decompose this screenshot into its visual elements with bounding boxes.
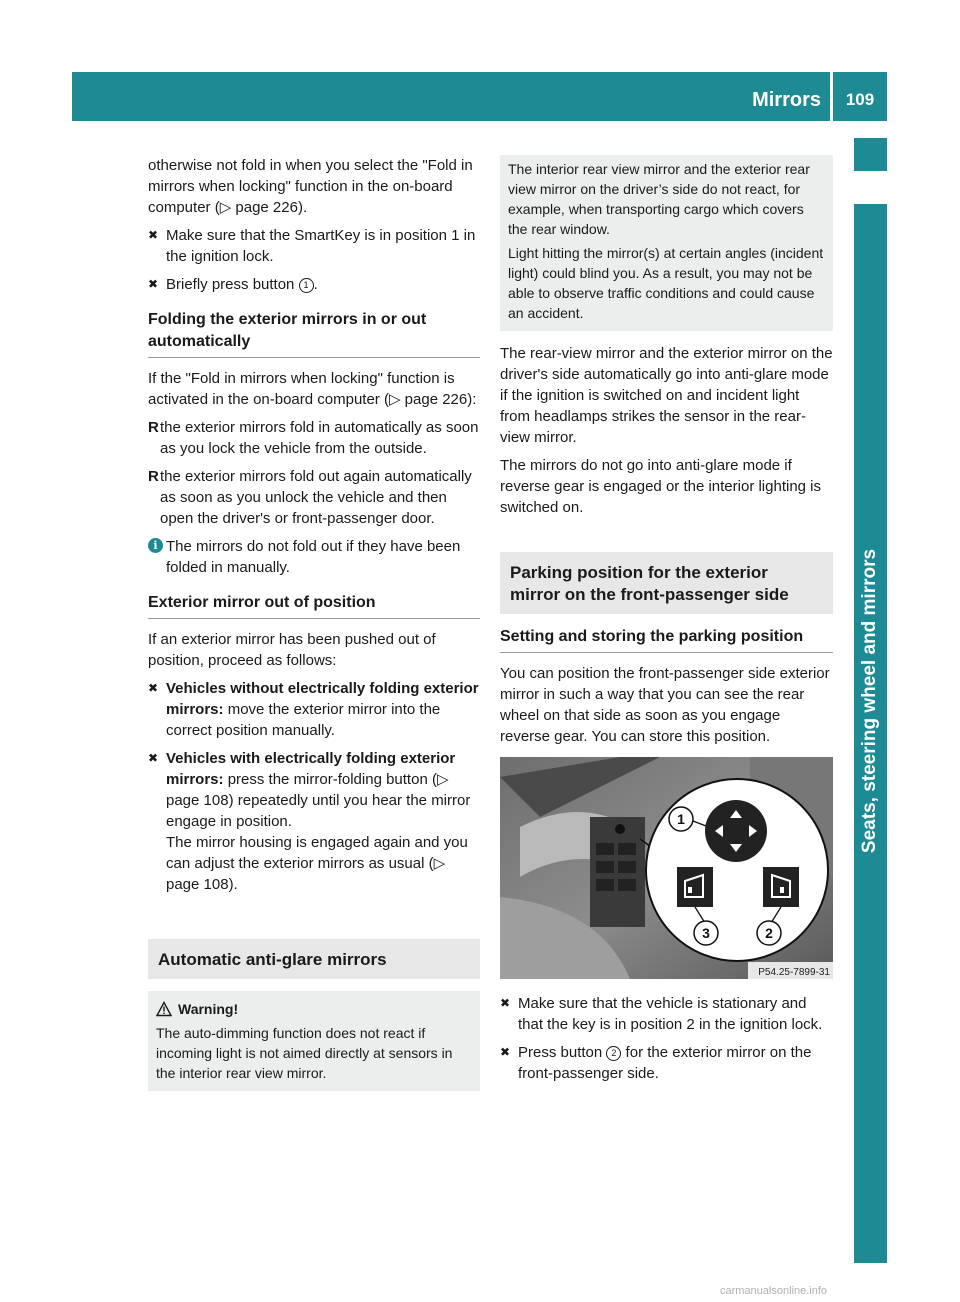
section-antiglare: Automatic anti-glare mirrors: [148, 939, 480, 979]
warning-box: [148, 991, 480, 1091]
warning-box-continued: [500, 155, 833, 331]
out-intro: If an exterior mirror has been pushed out of position, proceed as follows:: [148, 631, 436, 669]
chapter-tab: [854, 138, 887, 1263]
section-title: Mirrors: [752, 89, 821, 111]
chapter-tab-marker: [854, 171, 887, 204]
info-icon: i: [148, 538, 163, 553]
callout-number: 2: [606, 1046, 621, 1061]
warning-title: Warning!: [156, 999, 472, 1019]
arrow-bullet-icon: ✖: [148, 277, 159, 291]
warning-text: The auto-dimming function does not react if incoming light is not aimed directly at sensors in the interior rear view mirror.: [156, 1025, 453, 1081]
door-switch-photo: [500, 757, 833, 979]
warning-text: The interior rear view mirror and the exterior rear view mirror on the driver’s side do not react, for example, when transporting cargo which covers the rear window.: [508, 161, 810, 237]
step-item: ✖ Make sure that the SmartKey is in position 1 in the ignition lock.: [148, 227, 476, 265]
list-item: R the exterior mirrors fold in automatically as soon as you lock the vehicle from the outside.: [148, 419, 479, 457]
heading-out-of-position: Exterior mirror out of position: [148, 592, 480, 619]
step-item: ✖ Vehicles without electrically folding exterior mirrors: move the exterior mirror into the correct position manually.: [148, 680, 479, 739]
arrow-bullet-icon: ✖: [500, 996, 511, 1010]
setting-intro: You can position the front-passenger side exterior mirror in such a way that you can see the rear wheel on that side as soon as you engage reverse gear. You can store this position.: [500, 665, 830, 745]
arrow-bullet-icon: ✖: [148, 228, 159, 242]
warning-text: Light hitting the mirror(s) at certain angles (incident light) could blind you. As a result, you may not be able to observe traffic conditions and could cause an accident.: [508, 245, 824, 321]
info-note: i The mirrors do not fold out if they have been folded in manually.: [148, 536, 480, 578]
callout-number: 1: [299, 278, 314, 293]
door-switch-illustration: [500, 757, 833, 979]
paragraph: The mirrors do not go into anti-glare mode if reverse gear is engaged or the interior lighting is switched on.: [500, 457, 822, 516]
list-item: R the exterior mirrors fold out again automatically as soon as you unlock the vehicle and then open the driver's or front-passenger door.: [148, 468, 472, 527]
step-item: ✖ Vehicles with electrically folding exterior mirrors: press the mirror-folding button (▷ page 108) repeatedly until you hear the mirror engage in position. The mirror housing is engaged again and you can adjust the exterior mirrors as usual (▷ page 108).: [148, 750, 471, 893]
fold-intro: If the "Fold in mirrors when locking" function is activated in the on-board computer (▷ page 226):: [148, 370, 477, 408]
step-item: ✖ Press button 2 for the exterior mirror on the front-passenger side.: [500, 1044, 812, 1082]
page-number: 109: [845, 90, 875, 109]
callout-1-label: 1: [677, 811, 685, 827]
heading-setting: Setting and storing the parking position: [500, 626, 833, 653]
left-column: [148, 155, 480, 1091]
heading-folding: Folding the exterior mirrors in or out automatically: [148, 309, 480, 358]
arrow-bullet-icon: ✖: [148, 751, 159, 765]
paragraph: The rear-view mirror and the exterior mirror on the driver's side automatically go into anti-glare mode if the ignition is switched on and incident light from headlamps strikes the sensor in the rear-view mirror.: [500, 345, 833, 446]
intro-paragraph: otherwise not fold in when you select the "Fold in mirrors when locking" function in the on-board computer (▷ page 226).: [148, 157, 473, 216]
arrow-bullet-icon: ✖: [500, 1045, 511, 1059]
warning-triangle-icon: [156, 1001, 172, 1017]
header-bar: [72, 72, 887, 121]
footer-watermark[interactable]: carmanualsonline.info: [720, 1285, 828, 1297]
chapter-tab-label: Seats, steering wheel and mirrors: [859, 548, 881, 853]
bullet-icon: R: [148, 468, 159, 485]
callout-2-label: 2: [765, 925, 773, 941]
arrow-bullet-icon: ✖: [148, 681, 159, 695]
bullet-icon: R: [148, 419, 159, 436]
right-column: [500, 155, 833, 1091]
step-item: ✖ Briefly press button 1 .: [148, 276, 318, 293]
figure-code: P54.25-7899-31: [758, 967, 830, 978]
step-item: ✖ Make sure that the vehicle is stationary and that the key is in position 2 in the ignition lock.: [500, 995, 823, 1033]
section-parking: Parking position for the exterior mirror on the front-passenger side: [500, 552, 833, 614]
callout-3-label: 3: [702, 925, 710, 941]
